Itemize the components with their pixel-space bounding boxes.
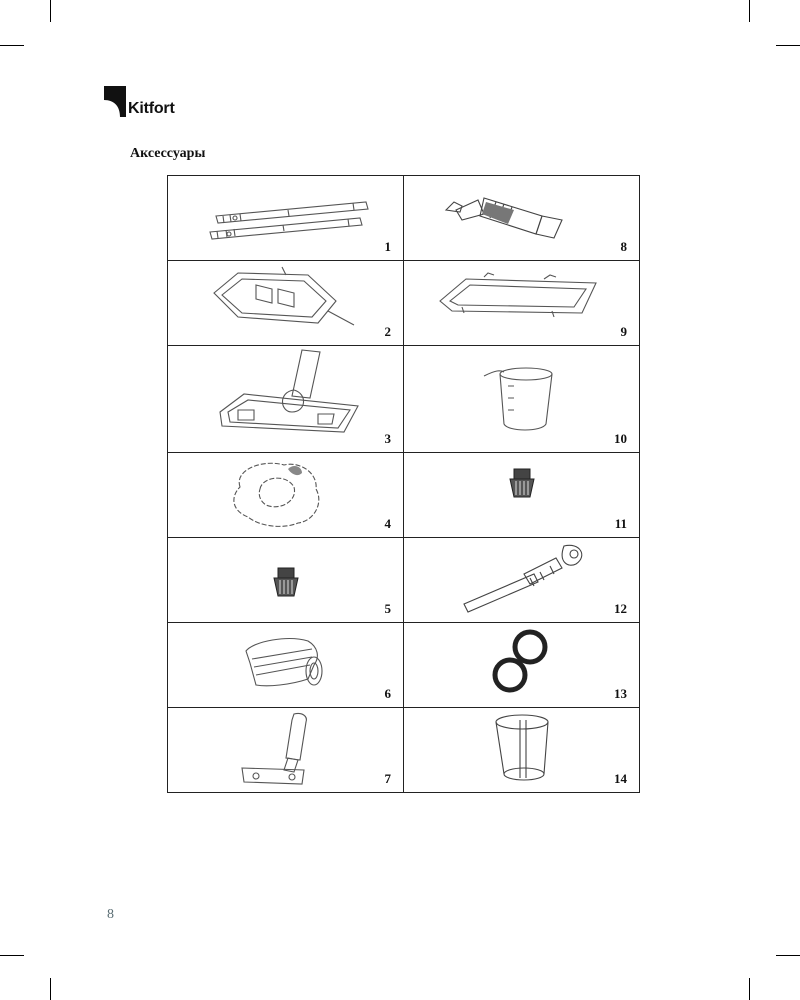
mop-pad-icon bbox=[168, 623, 404, 707]
accessory-number: 14 bbox=[614, 771, 627, 786]
cylinder-nozzle-icon bbox=[404, 708, 640, 792]
accessory-number: 6 bbox=[384, 686, 391, 701]
crop-mark bbox=[776, 955, 800, 956]
accessory-cell bbox=[168, 623, 404, 708]
crop-mark bbox=[0, 45, 24, 46]
accessory-number: 1 bbox=[384, 239, 391, 254]
crop-mark bbox=[0, 955, 24, 956]
accessory-number: 4 bbox=[384, 516, 391, 531]
accessory-number: 9 bbox=[620, 324, 627, 339]
floor-mop-icon bbox=[168, 346, 404, 452]
crop-mark bbox=[776, 45, 800, 46]
seal-rings-icon bbox=[404, 623, 640, 707]
accessories-table bbox=[167, 175, 640, 793]
frame-icon bbox=[404, 261, 640, 345]
accessory-cell bbox=[168, 538, 404, 623]
accessory-number: 12 bbox=[614, 601, 627, 616]
accessory-cell bbox=[404, 346, 640, 453]
accessory-number: 11 bbox=[614, 516, 627, 531]
accessory-number: 8 bbox=[620, 239, 627, 254]
accessory-cell bbox=[404, 538, 640, 623]
measuring-cup-icon bbox=[404, 346, 640, 452]
window-cleaner-icon bbox=[168, 708, 404, 792]
crop-mark bbox=[749, 0, 750, 22]
brand-name: Kitfort bbox=[128, 100, 175, 117]
accessory-number: 2 bbox=[384, 324, 391, 339]
round-brush-icon bbox=[404, 453, 640, 537]
accessory-cell bbox=[404, 261, 640, 346]
extension-hose-icon bbox=[404, 538, 640, 622]
carpet-glider-icon bbox=[168, 261, 404, 345]
round-brush-icon bbox=[168, 538, 404, 622]
accessory-cell bbox=[168, 176, 404, 261]
cloth-bonnet-icon bbox=[168, 453, 404, 537]
kitfort-logo-icon bbox=[104, 86, 126, 117]
crop-mark bbox=[50, 0, 51, 22]
accessory-cell bbox=[168, 346, 404, 453]
accessory-number: 3 bbox=[384, 431, 391, 446]
accessory-cell bbox=[404, 453, 640, 538]
crop-mark bbox=[749, 978, 750, 1000]
accessory-cell bbox=[404, 176, 640, 261]
accessory-number: 10 bbox=[614, 431, 627, 446]
page-number: 8 bbox=[107, 907, 114, 922]
accessory-cell bbox=[404, 623, 640, 708]
accessory-cell bbox=[168, 453, 404, 538]
crop-mark bbox=[50, 978, 51, 1000]
brand-logo bbox=[104, 86, 175, 117]
extension-tubes-icon bbox=[168, 176, 404, 260]
angled-nozzle-icon bbox=[404, 176, 640, 260]
section-title: Аксессуары bbox=[130, 146, 206, 161]
accessory-number: 5 bbox=[384, 601, 391, 616]
accessory-number: 13 bbox=[614, 686, 627, 701]
accessory-cell bbox=[168, 261, 404, 346]
accessory-cell bbox=[404, 708, 640, 793]
accessory-cell bbox=[168, 708, 404, 793]
accessory-number: 7 bbox=[384, 771, 391, 786]
